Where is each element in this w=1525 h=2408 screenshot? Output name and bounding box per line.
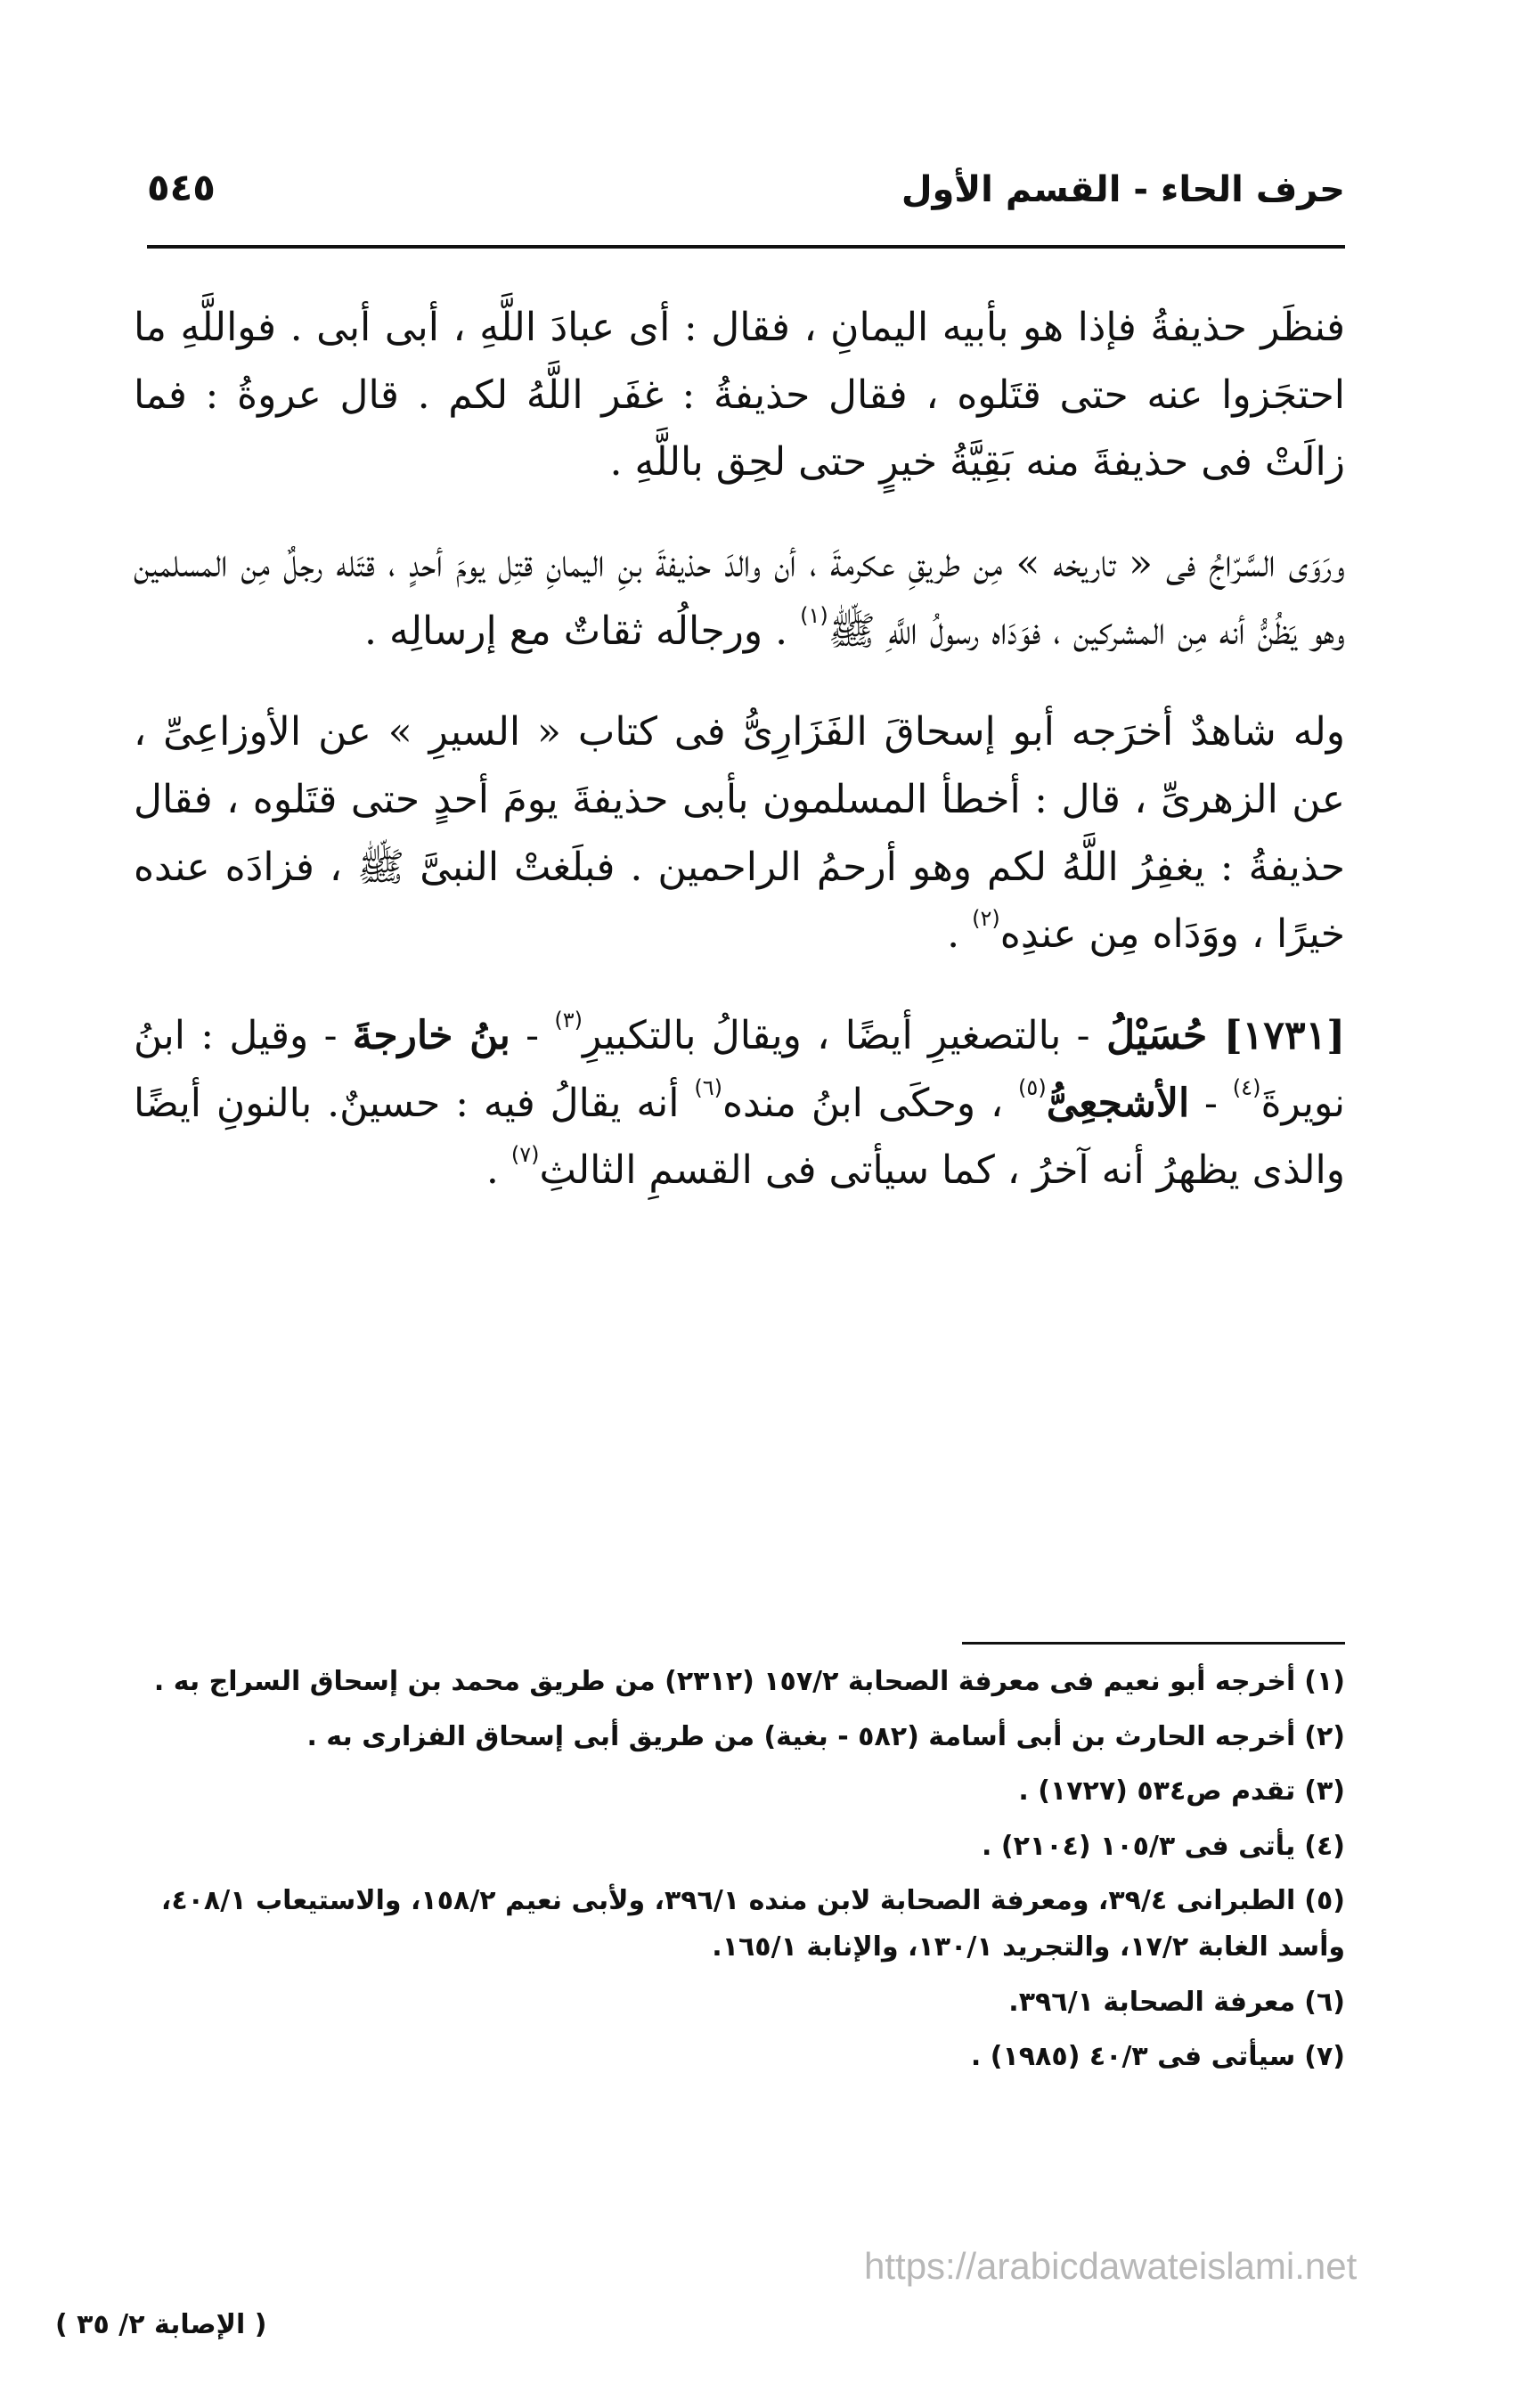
- footnote-7: (٧)سيأتى فى ٤٠/٣ (١٩٨٥) .: [970, 2041, 1345, 2073]
- footnote-5: (٥)الطبرانى ٣٩/٤، ومعرفة الصحابة لابن منده ٣٩٦/١، ولأبى نعيم ١٥٨/٢، والاستيعاب ٤٠٨/١، وأسد الغابة ١٧/٢، والتجريد ١٣٠/١، والإنابة ١٦٥/١.: [160, 1885, 1345, 1963]
- entry-father-name: بنُ خارجةَ: [352, 1013, 510, 1059]
- footnote-ref-5[interactable]: (٥): [1018, 1074, 1047, 1100]
- watermark-url: https://arabicdawateislami.net: [864, 2245, 1358, 2287]
- entry-number: [١٧٣١]: [1223, 1013, 1346, 1059]
- footnote-2: (٢)أخرجه الحارث بن أبى أسامة (٥٨٢ - بغية) من طريق أبى إسحاق الفزارى به .: [306, 1720, 1345, 1752]
- page-header: [147, 157, 1345, 219]
- footnote-ref-4[interactable]: (٤): [1232, 1074, 1261, 1100]
- page-number: ٥٤٥: [147, 166, 216, 209]
- header-rule: [147, 245, 1345, 249]
- footnote-1: (١)أخرجه أبو نعيم فى معرفة الصحابة ١٥٧/٢ (٢٣١٢) من طريق محمد بن إسحاق السراج به .: [153, 1666, 1345, 1697]
- footnote-ref-3[interactable]: (٣): [554, 1008, 583, 1033]
- footnote-4: (٤)يأتى فى ١٠٥/٣ (٢١٠٤) .: [982, 1830, 1345, 1862]
- paragraph-1: فنظَر حذيفةُ فإذا هو بأبيه اليمانِ ، فقال : أى عبادَ اللَّهِ ، أبى أبى . فواللَّهِ ما احتجَزوا عنه حتى قتَلوه ، فقال حذيفةُ : غفَر اللَّهُ لكم . قال عروةُ : فما زالَتْ فى حذيفةَ منه بَقِيَّةُ خيرٍ حتى لحِق باللَّهِ .: [134, 305, 1345, 486]
- footnote-3: (٣)تقدم ص٥٣٤ (١٧٢٧) .: [1018, 1775, 1345, 1808]
- footnote-6: (٦)معرفة الصحابة ٣٩٦/١.: [1008, 1986, 1345, 2018]
- footnote-ref-1[interactable]: (١): [800, 602, 828, 628]
- paragraph-2: ورَوَى السَّرّاجُ فى « تاريخه » مِن طريقِ عكرمةَ ، أن والدَ حذيفةَ بنِ اليمانِ قتِل يومَ أحدٍ ، قتَله رجلٌ مِن المسلمين وهو يَظُنُّ أنه مِن المشركين ، فوَدَاه رسولُ اللَّهِ ﷺ$^{(١)}$ . ورجالُه ثقاتٌ مع إرسالِه .: [134, 541, 1345, 654]
- entry-1731: [١٧٣١] حُسَيْلُ - بالتصغيرِ أيضًا ، ويقالُ بالتكبيرِ$^{(٣)}$ - بنُ خارجةَ - وقيل : ابنُ نويرةَ$^{(٤)}$ - الأشجعِىُّ$^{(٥)}$ ، وحكَى ابنُ منده$^{(٦)}$ أنه يقالُ فيه : حسينٌ. بالنونِ أيضًا والذى يظهرُ أنه آخرُ ، كما سيأتى فى القسمِ الثالثِ$^{(٧)}$ .: [134, 1008, 1346, 1194]
- paragraph-3: وله شاهدٌ أخرَجه أبو إسحاقَ الفَزَارِىُّ فى كتاب « السيرِ » عن الأوزاعِىِّ ، عن الزهرىِّ ، قال : أخطأ المسلمون بأبى حذيفةَ يومَ أحدٍ حتى قتَلوه ، فقال حذيفةُ : يغفِرُ اللَّهُ لكم وهو أرحمُ الراحمين . فبلَغتْ النبىَّ ﷺ ، فزادَه عنده خيرًا ، ووَدَاه مِن عندِه$^{(٢)}$ .: [134, 709, 1345, 958]
- entry-nisba: الأشجعِىُّ: [1046, 1080, 1190, 1126]
- footnotes: [134, 1659, 1345, 2089]
- main-text: [134, 294, 1345, 1238]
- footnote-ref-7[interactable]: (٧): [510, 1142, 540, 1168]
- volume-marker: ( الإصابة ٢/ ٣٥ ): [55, 2309, 267, 2340]
- footnote-ref-6[interactable]: (٦): [694, 1074, 722, 1100]
- running-title: حرف الحاء - القسم الأول: [901, 169, 1345, 210]
- footnote-ref-2[interactable]: (٢): [972, 906, 1000, 932]
- footnote-separator: [962, 1642, 1345, 1645]
- entry-name: حُسَيْلُ: [1089, 1013, 1224, 1059]
